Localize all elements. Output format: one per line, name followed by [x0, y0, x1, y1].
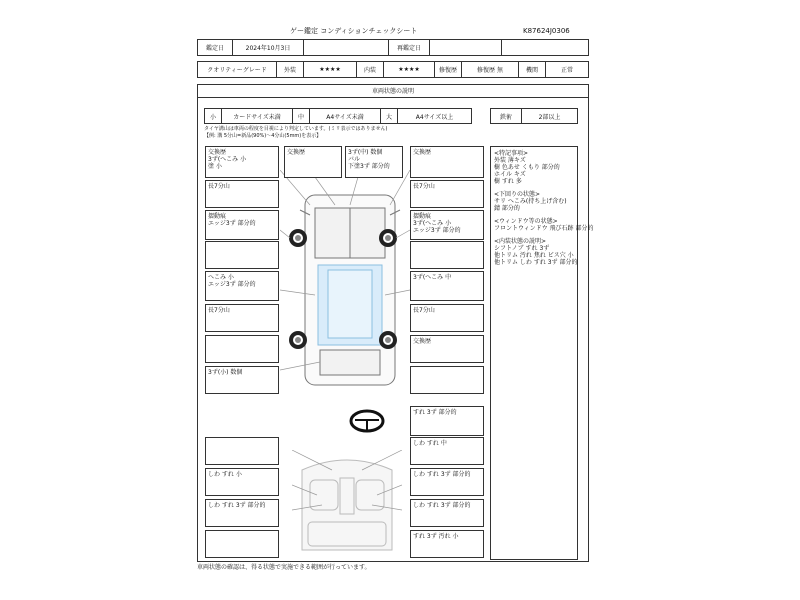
note-line: <ウィンドウ等の状態> [494, 218, 558, 225]
note-line: シフトノブ すれ 3ず [494, 245, 550, 252]
note-line: 樹 色あせ くもり 部分的 [494, 164, 560, 171]
size-small-label: 小 [205, 109, 222, 123]
note-line: 樹 すれ 多 [494, 178, 522, 185]
tire-note-2: 【例: 溝 5分山=新品(90%)〜4分山(5mm)を表示】 [204, 133, 322, 139]
document-number: K87624J0306 [523, 27, 570, 35]
note-line: ホイル キズ [494, 171, 526, 178]
tire-grade-value: 2部以上 [538, 113, 561, 121]
footer-note: 車両状態の確認は、得る状態で実施できる範囲が行っています。 [197, 564, 371, 571]
note-line: 他トリム しわ すれ 3ず 部分的 [494, 259, 578, 266]
note-line: フロントウィンドウ 飛び石跡 部分的 [494, 225, 594, 232]
interior-stars: ★★★★ [384, 62, 435, 77]
condition-box-left-rear-quarter [205, 335, 279, 363]
tire-note-1: タイヤ溝山は車両の程度を目視により判定しています。(ミリ表示ではありません) [204, 126, 388, 132]
note-line: 外装 薄キズ [494, 157, 526, 164]
steering-wheel-icon [349, 408, 385, 434]
date-spacer [304, 40, 389, 55]
car-top-view-diagram [280, 170, 420, 395]
condition-box-rear-left: 3ず(小) 数個 [205, 366, 279, 394]
special-notes-panel [490, 146, 594, 560]
quality-grade-row [197, 61, 589, 78]
condition-box-right-rear-quarter: 交換歴 [410, 335, 484, 363]
section-title: 車両状態の説明 [198, 88, 588, 98]
size-small-desc: カードサイズ未満 [222, 109, 293, 123]
interior-box-rear-seat-right: すれ 3ず 汚れ 小 [410, 530, 484, 558]
interior-seat-diagram [292, 450, 402, 558]
interior-box-dash-left [205, 437, 279, 465]
interior-box-console-left: しわ すれ 3ず 部分的 [205, 499, 279, 527]
tire-grade [490, 108, 578, 124]
condition-box-right-fender: 摺動痕 3ず(へこみ 小 エッジ3ず 部分的 [410, 210, 484, 240]
interior-label: 内装 [357, 62, 384, 77]
condition-box-rear-right [410, 366, 484, 394]
exterior-label: 外装 [277, 62, 304, 77]
appraisal-date-row [197, 39, 589, 56]
repair-value: 修復歴 無 [462, 62, 519, 77]
meter-label: 機関 [519, 62, 546, 77]
interior-box-console-right: しわ すれ 3ず 部分的 [410, 499, 484, 527]
condition-box-hood-left: 交換歴 [284, 146, 342, 178]
condition-box-left-door-rear: へこみ 小 エッジ3ず 部分的 [205, 271, 279, 301]
date-value: 2024年10月3日 [233, 40, 304, 55]
date-extra [502, 40, 588, 55]
tire-grade-label: 鉄術 [491, 109, 522, 123]
condition-box-hood: 3ず(中) 数個 バル 下塗3ず 部分的 [345, 146, 403, 178]
repair-label: 修復歴 [435, 62, 462, 77]
note-line: サリ へこみ(持ち上げ含む) [494, 198, 567, 205]
reappraisal-value [430, 40, 502, 55]
exterior-stars: ★★★★ [304, 62, 357, 77]
condition-box-rear-right-tire: 長7分山 [410, 304, 484, 332]
note-line: <内装状態の説明> [494, 238, 547, 245]
interior-box-front-seat-right: しわ すれ 3ず 部分的 [410, 468, 484, 496]
grade-label: クオリティーグレード [198, 62, 277, 77]
note-line: <下回りの状態> [494, 191, 541, 198]
note-line: <特記事項> [494, 150, 529, 157]
size-medium-desc: A4サイズ未満 [310, 109, 381, 123]
condition-box-right-door-rear: 3ず(へこみ 中 [410, 271, 484, 301]
size-legend [204, 108, 472, 124]
condition-box-front-right: 交換歴 [410, 146, 484, 178]
meter-value: 正常 [560, 67, 573, 74]
condition-box-left-door-front [205, 241, 279, 269]
size-large-desc: A4サイズ以上 [415, 113, 454, 121]
condition-box-left-fender: 摺動痕 エッジ3ず 部分的 [205, 210, 279, 240]
interior-box-steering: すれ 3ず 部分的 [410, 406, 484, 436]
condition-box-rear-left-tire: 長7分山 [205, 304, 279, 332]
size-medium-label: 中 [293, 109, 310, 123]
condition-box-front-left: 交換歴 3ず(へこみ 小 塗 小 [205, 146, 279, 178]
interior-box-dash-right: しわ すれ 中 [410, 437, 484, 465]
condition-box-front-right-tire: 長7分山 [410, 180, 484, 208]
note-line: 錆 部分的 [494, 205, 520, 212]
interior-box-rear-seat-left [205, 530, 279, 558]
page-title: ゲー鑑定 コンディションチェックシート [290, 27, 418, 35]
condition-box-right-door-front [410, 241, 484, 269]
condition-box-front-left-tire: 長7分山 [205, 180, 279, 208]
size-large-label: 大 [381, 109, 398, 123]
interior-box-front-seat-left: しわ すれ 小 [205, 468, 279, 496]
date-label: 鑑定日 [198, 40, 233, 55]
note-line: 他トリム 汚れ 焦れ ビス穴 小 [494, 252, 574, 259]
reappraisal-label: 再鑑定日 [389, 40, 430, 55]
